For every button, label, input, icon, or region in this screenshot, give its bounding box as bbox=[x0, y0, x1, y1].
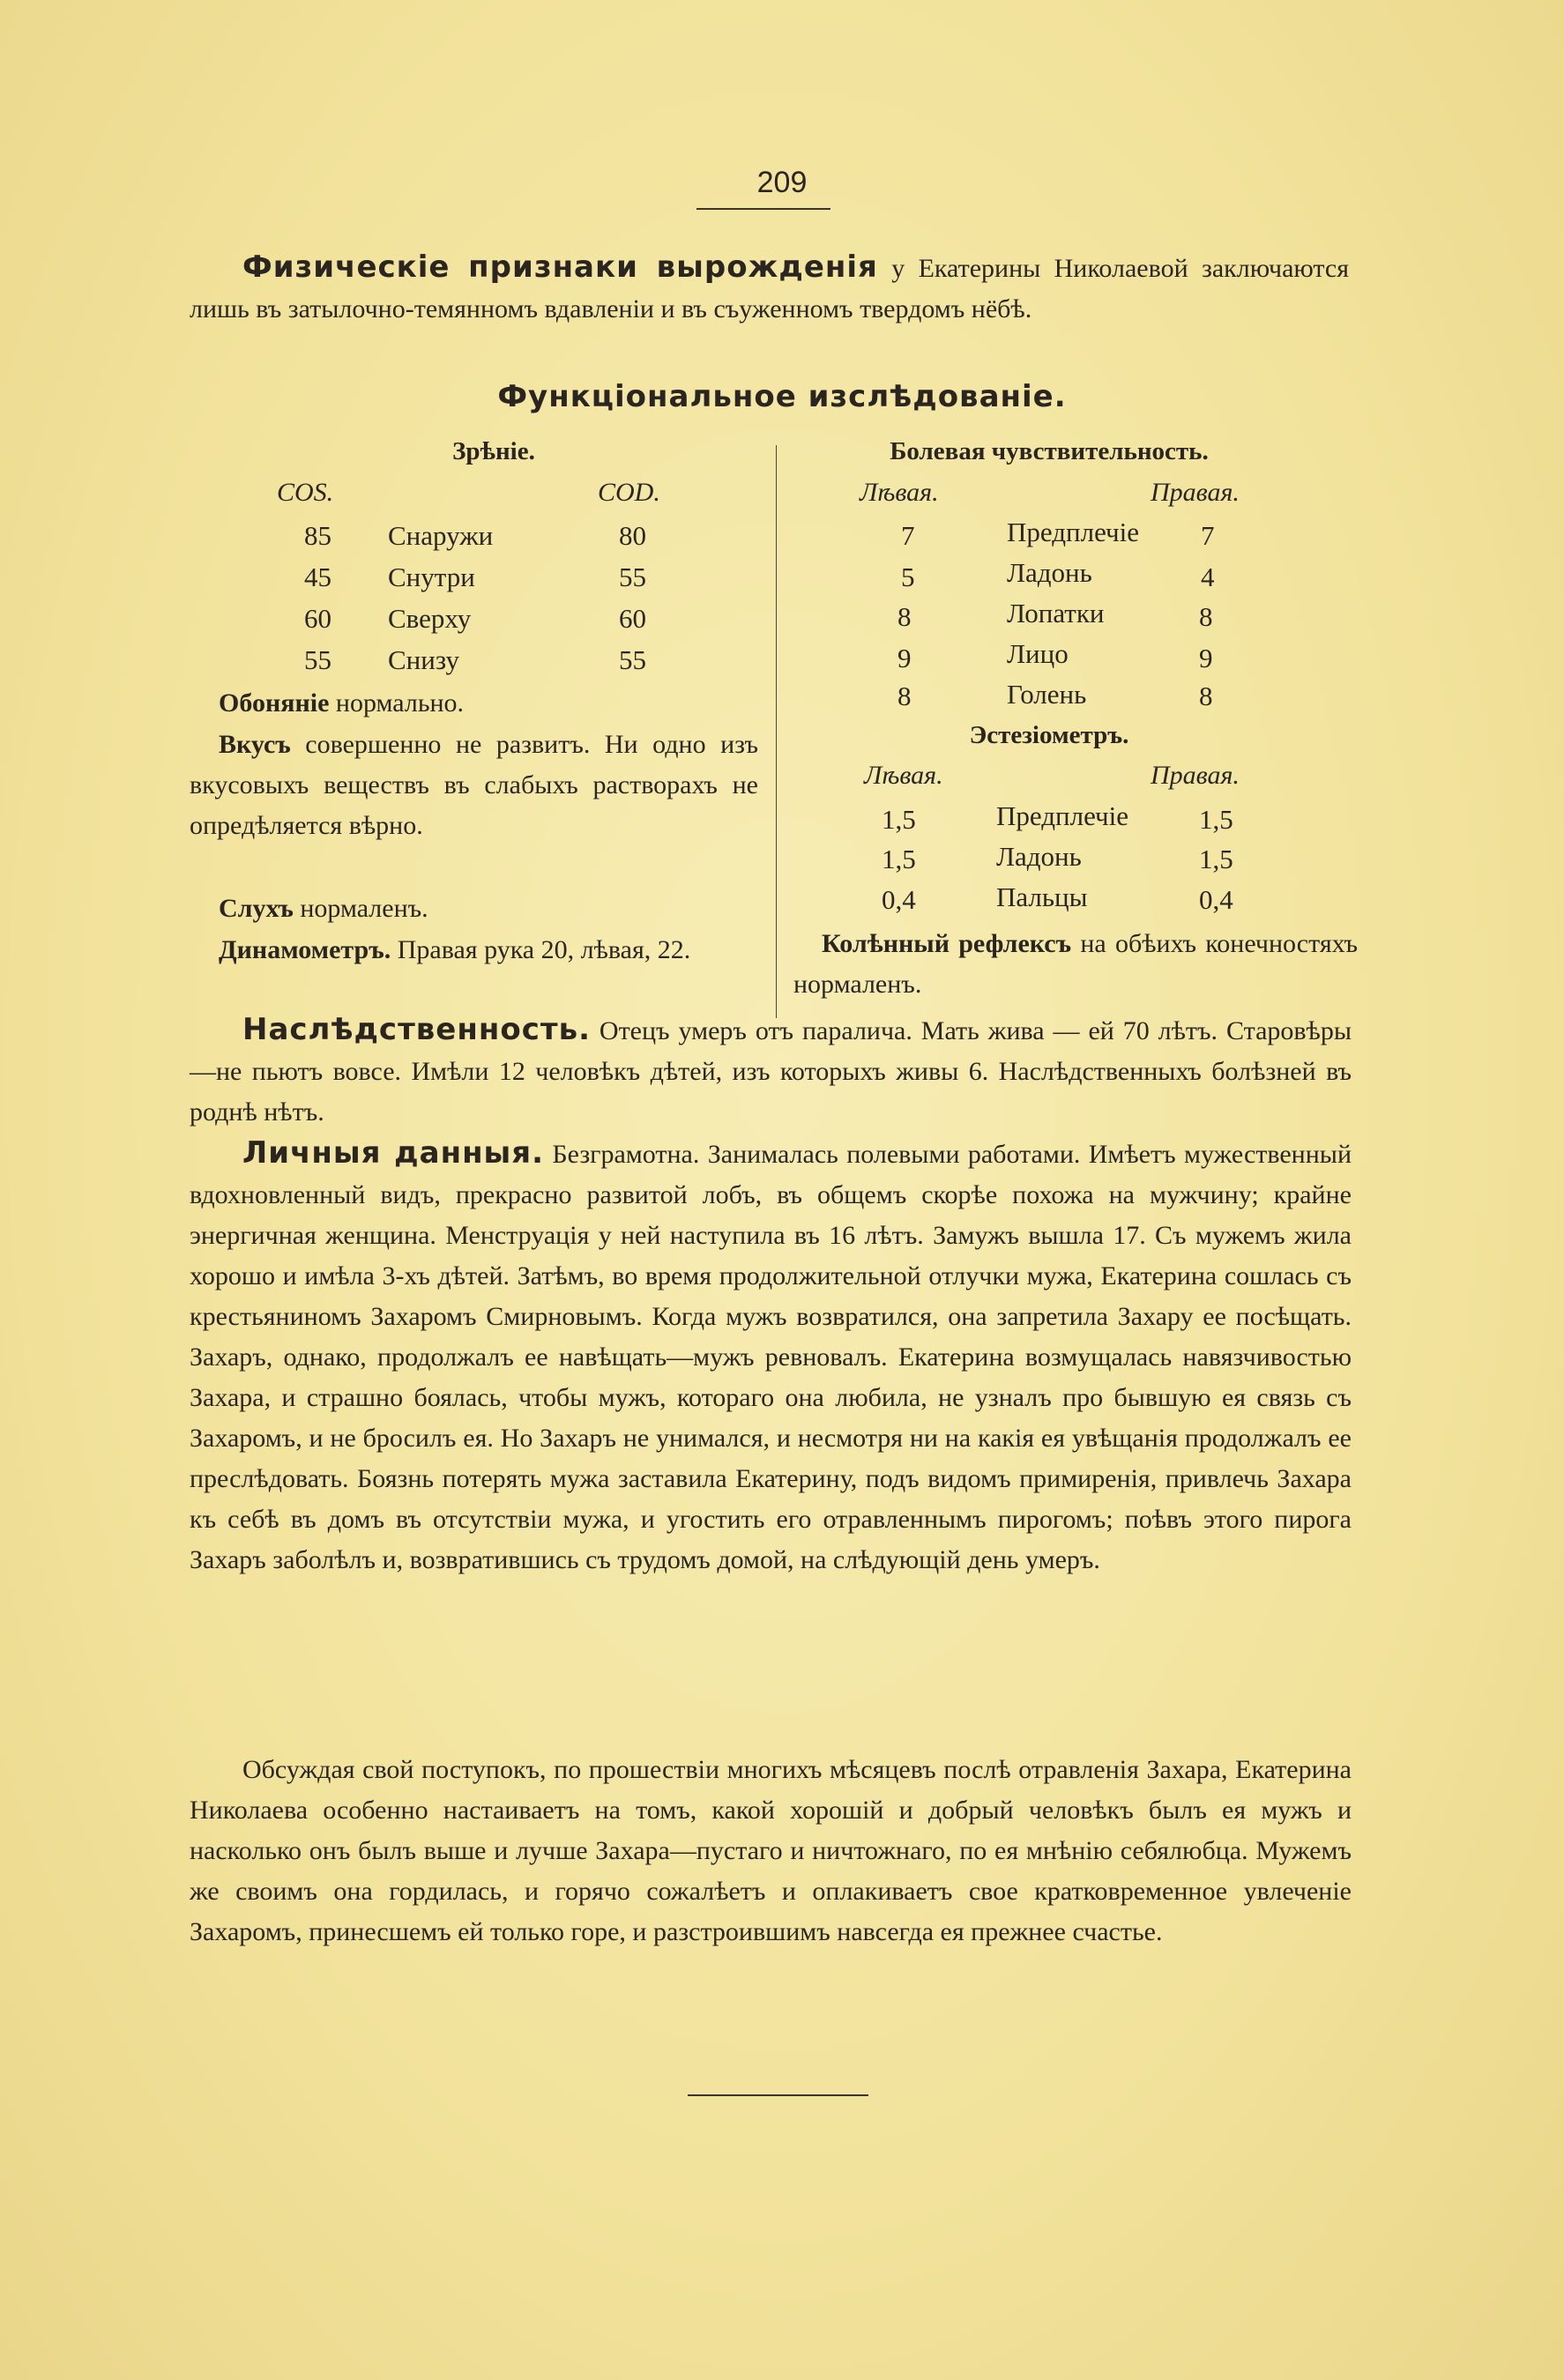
vision-row-2-right: 55 bbox=[619, 562, 646, 592]
esthesiometer-row-3-right: 0,4 bbox=[1199, 884, 1233, 915]
personal-text: Безграмотна. Занималась полевыми работами. Имѣетъ мужественный вдохновленный видъ, прекрасно развитой лобъ, въ общемъ скорѣе похожа на мужчину; крайне энергичная женщина. Менструація у ней наступила въ 16 лѣтъ. Замужъ вышла 17. Съ мужемъ жила хорошо и имѣла 3-хъ дѣтей. Затѣмъ, во время продолжительной отлучки мужа, Екатерина сошлась съ крестьяниномъ Захаромъ Смирновымъ. Когда мужъ возвратился, она запретила Захару ее посѣщать. Захаръ, однако, продолжалъ ее навѣщать—мужъ ревновалъ. Екатерина возмущалась навязчивостью Захара, и страшно боялась, чтобы мужъ, котораго она любила, не узналъ про бывшую ея связь съ Захаромъ, и не бросилъ ея. Но Захаръ не унимался, и несмотря ни на какія ея увѣщанія продолжалъ ее преслѣдовать. Боязнь потерять мужа заставила Екатерину, подъ видомъ примиренія, привлечь Захара къ себѣ въ домъ въ отсутствіи мужа, и угостить его отравленнымъ пирогомъ; поѣвъ этого пирога Захаръ заболѣлъ и, возвратившись съ трудомъ домой, на слѣдующій день умеръ. bbox=[190, 1140, 1352, 1574]
column-divider bbox=[776, 445, 777, 1018]
taste-paragraph bbox=[190, 725, 758, 846]
esthesiometer-row-2-label: Ладонь bbox=[996, 841, 1082, 872]
esthesiometer-row-2-right: 1,5 bbox=[1199, 844, 1233, 874]
vision-row-3-left: 60 bbox=[304, 603, 331, 634]
hearing-label: Слухъ bbox=[219, 894, 294, 923]
vision-col-right: COD. bbox=[598, 478, 660, 507]
knee-paragraph bbox=[793, 924, 1358, 1005]
vision-row-4-label: Снизу bbox=[388, 644, 459, 675]
intro-heading: Физическіе признаки вырожденія bbox=[242, 249, 878, 285]
dynamometer-label: Динамометръ. bbox=[219, 935, 391, 964]
pain-row-1-right: 7 bbox=[1201, 520, 1215, 551]
pain-col-right: Правая. bbox=[1151, 478, 1240, 507]
end-rule bbox=[688, 2094, 868, 2096]
esthesiometer-col-right: Правая. bbox=[1151, 761, 1240, 790]
dynamometer-paragraph bbox=[190, 930, 758, 971]
vision-row-1-label: Снаружи bbox=[388, 520, 494, 551]
vision-row-1-left: 85 bbox=[304, 520, 331, 551]
esthesiometer-row-1-left: 1,5 bbox=[882, 804, 916, 835]
heredity-heading: Наслѣдственность. bbox=[242, 1012, 591, 1047]
esthesiometer-row-3-left: 0,4 bbox=[882, 884, 916, 915]
pain-row-2-right: 4 bbox=[1201, 562, 1215, 592]
pain-row-2-left: 5 bbox=[901, 562, 915, 592]
intro-paragraph bbox=[190, 247, 1349, 330]
pain-title: Болевая чувствительность. bbox=[890, 437, 1209, 465]
esthesiometer-title: Эстезіометръ. bbox=[969, 721, 1129, 749]
pain-row-4-right: 9 bbox=[1199, 643, 1213, 673]
page-number: 209 bbox=[756, 166, 808, 199]
heredity-paragraph bbox=[190, 1009, 1352, 1133]
hearing-line bbox=[219, 889, 756, 929]
esthesiometer-row-1-label: Предплечіе bbox=[996, 800, 1129, 831]
vision-row-3-label: Сверху bbox=[388, 603, 472, 634]
vision-row-2-label: Снутри bbox=[388, 562, 475, 592]
vision-title: Зрѣніе. bbox=[452, 437, 535, 465]
pain-row-5-left: 8 bbox=[897, 681, 912, 711]
smell-label: Обоняніе bbox=[219, 688, 330, 718]
page-number-rule bbox=[696, 208, 830, 210]
smell-line bbox=[219, 683, 756, 724]
esthesiometer-row-3-label: Пальцы bbox=[996, 881, 1088, 912]
vision-row-4-left: 55 bbox=[304, 644, 331, 675]
section-title: Функціональное изслѣдованіе. bbox=[497, 379, 1067, 414]
pain-row-2-label: Ладонь bbox=[1007, 557, 1092, 588]
taste-text: совершенно не развитъ. Ни одно изъ вкусовыхъ веществъ въ слабыхъ растворахъ не опредѣляется вѣрно. bbox=[190, 730, 758, 840]
pain-row-3-label: Лопатки bbox=[1007, 598, 1105, 628]
taste-label: Вкусъ bbox=[219, 730, 291, 759]
personal-paragraph bbox=[190, 1133, 1352, 1580]
vision-row-3-right: 60 bbox=[619, 603, 646, 634]
pain-row-4-left: 9 bbox=[897, 643, 912, 673]
smell-text: нормально. bbox=[329, 688, 465, 718]
hearing-text: нормаленъ. bbox=[293, 894, 428, 923]
pain-row-3-left: 8 bbox=[897, 601, 912, 632]
esthesiometer-row-1-right: 1,5 bbox=[1199, 804, 1233, 835]
heredity-text: Отецъ умеръ отъ паралича. Мать жива — ей 70 лѣтъ. Старовѣры—не пьютъ вовсе. Имѣли 12 человѣкъ дѣтей, изъ которыхъ живы 6. Наслѣдственныхъ болѣзней въ роднѣ нѣтъ. bbox=[190, 1016, 1352, 1127]
pain-row-4-label: Лицо bbox=[1007, 638, 1069, 669]
pain-row-1-label: Предплечіе bbox=[1007, 517, 1140, 547]
vision-row-2-left: 45 bbox=[304, 562, 331, 592]
intro-text: у Екатерины Николаевой заключаются лишь въ затылочно-темянномъ вдавленіи и въ съуженномъ твердомъ нёбѣ. bbox=[190, 254, 1349, 324]
vision-row-4-right: 55 bbox=[619, 644, 646, 675]
personal-heading: Личныя данныя. bbox=[242, 1135, 545, 1171]
vision-row-1-right: 80 bbox=[619, 520, 646, 551]
knee-text: на обѣихъ конечностяхъ нормаленъ. bbox=[793, 929, 1358, 999]
vision-col-left: COS. bbox=[277, 478, 334, 507]
esthesiometer-row-2-left: 1,5 bbox=[882, 844, 916, 874]
pain-row-5-label: Голень bbox=[1007, 679, 1087, 710]
closing-paragraph: Обсуждая свой поступокъ, по прошествіи многихъ мѣсяцевъ послѣ отравленія Захара, Екатерина Николаева особенно настаиваетъ на томъ, какой хорошій и добрый человѣкъ былъ ея мужъ и насколько онъ былъ выше и лучше Захара—пустаго и ничтожнаго, по ея мнѣнію себялюбца. Мужемъ же своимъ она гордилась, и горячо сожалѣетъ и оплакиваетъ свое кратковременное увлеченіе Захаромъ, принесшемъ ей только горе, и разстроившимъ навсегда ея прежнее счастье. bbox=[190, 1755, 1352, 1946]
dynamometer-text: Правая рука 20, лѣвая, 22. bbox=[391, 935, 691, 964]
pain-row-1-left: 7 bbox=[901, 520, 915, 551]
knee-label: Колѣнный рефлексъ bbox=[822, 929, 1072, 958]
esthesiometer-col-left: Лѣвая. bbox=[864, 761, 943, 790]
pain-col-left: Лѣвая. bbox=[860, 478, 939, 507]
pain-row-3-right: 8 bbox=[1199, 601, 1213, 632]
pain-row-5-right: 8 bbox=[1199, 681, 1213, 711]
